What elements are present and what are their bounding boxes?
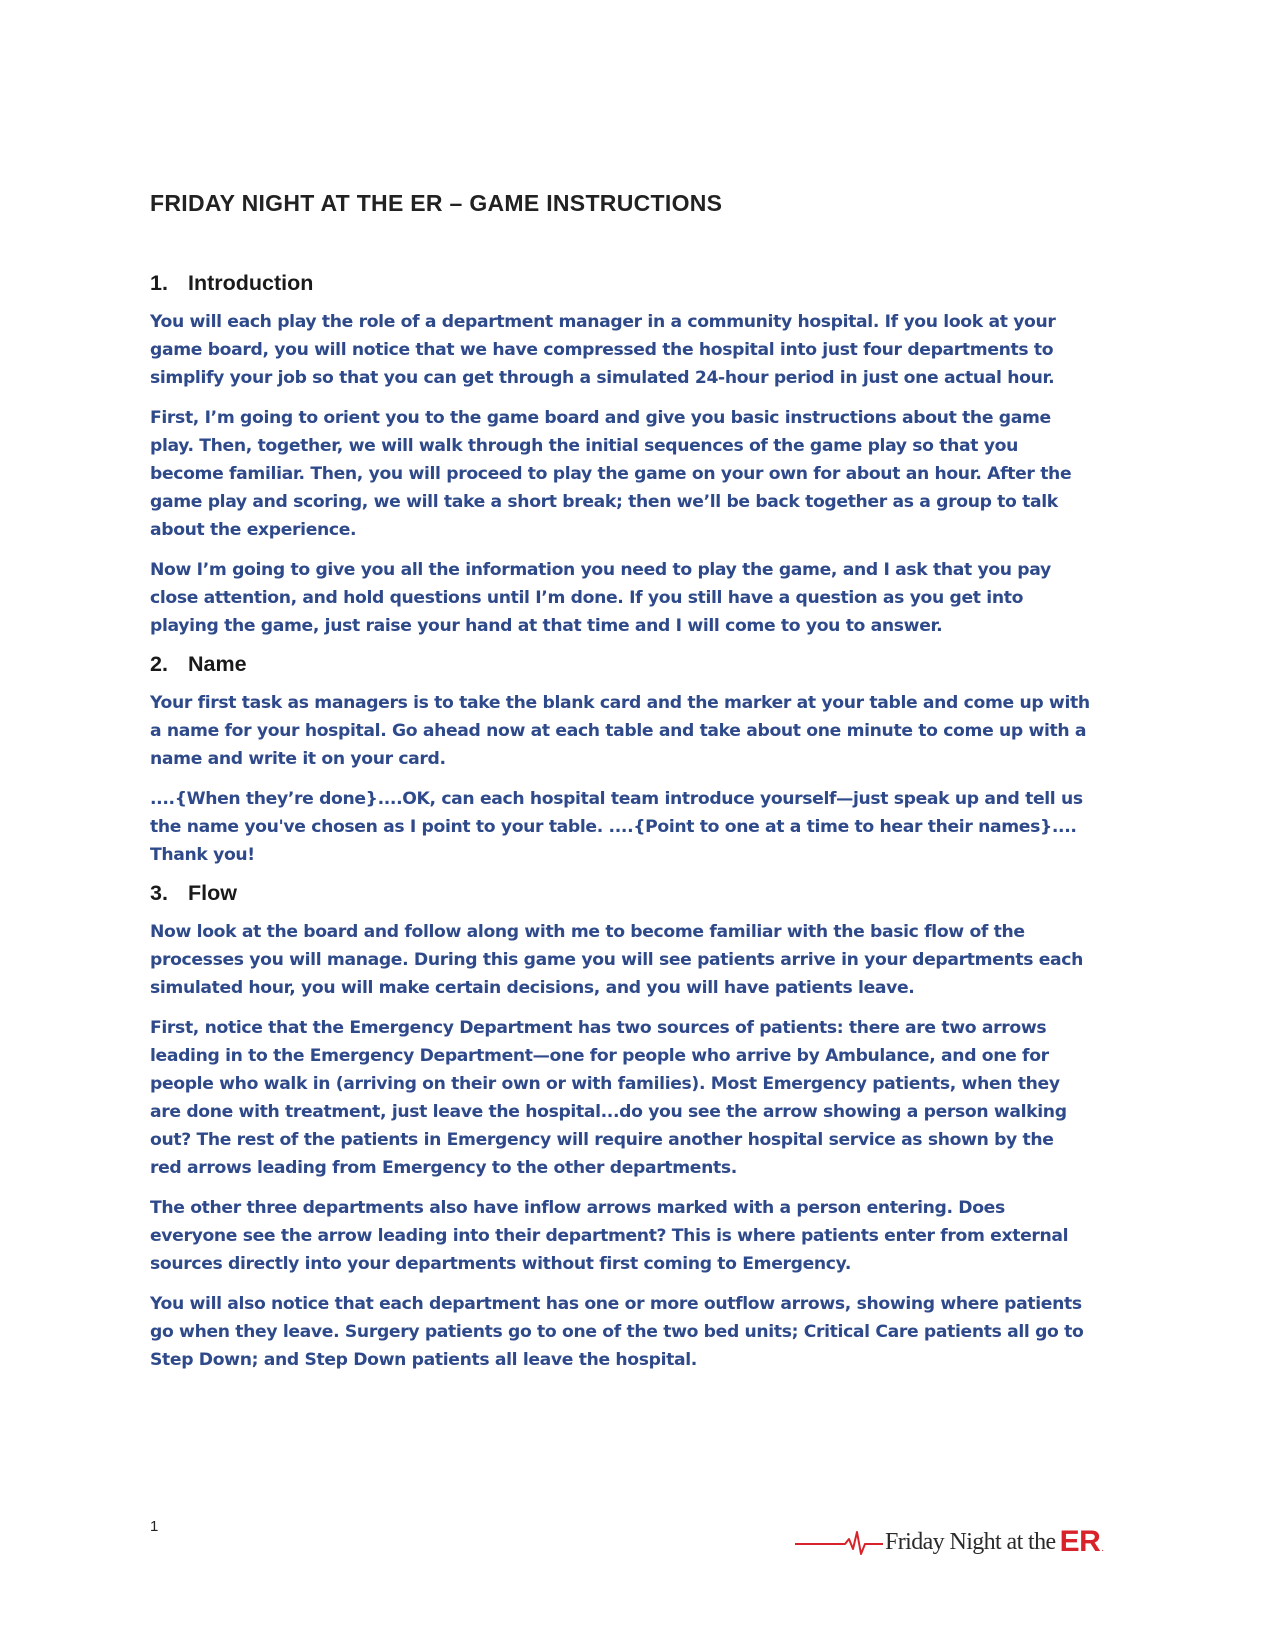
- heartbeat-line-icon: [795, 1522, 883, 1562]
- paragraph: Your first task as managers is to take the blank card and the marker at your table and come up with a name for your hospital. Go ahead now at each table and take about one minute to come up with a name and write it on your card.: [150, 693, 1090, 769]
- section-number: 1.: [150, 271, 168, 295]
- section-title: Flow: [188, 881, 237, 905]
- section-heading: [150, 652, 1090, 677]
- section-heading: [150, 271, 1090, 296]
- logo-text: Friday Night at the: [885, 1528, 1056, 1555]
- section-name: [150, 652, 1090, 869]
- section-number: 2.: [150, 652, 168, 676]
- friday-night-er-logo: [795, 1522, 1115, 1562]
- section-flow: [150, 881, 1090, 1374]
- section-title: Introduction: [188, 271, 314, 295]
- paragraph: First, I’m going to orient you to the game board and give you basic instructions about the game play. Then, together, we will walk through the initial sequences of the game play so that you become familiar. Then, you will proceed to play the game on your own for about an hour. After the game play and scoring, we will take a short break; then we’ll be back together as a group to talk about the experience.: [150, 408, 1072, 540]
- paragraph: You will each play the role of a department manager in a community hospital. If you look at your game board, you will notice that we have compressed the hospital into just four departments to simplify your job so that you can get through a simulated 24-hour period in just one actual hour.: [150, 312, 1056, 388]
- page-number: 1: [150, 1518, 159, 1535]
- logo-er: ER: [1059, 1525, 1101, 1558]
- paragraph: The other three departments also have inflow arrows marked with a person entering. Does everyone see the arrow leading into their department? This is where patients enter from external sources directly into your departments without first coming to Emergency.: [150, 1198, 1069, 1274]
- paragraph: You will also notice that each department has one or more outflow arrows, showing where patients go when they leave. Surgery patients go to one of the two bed units; Critical Care patients all go to Step Down; and Step Down patients all leave the hospital.: [150, 1294, 1084, 1370]
- paragraph: Now I’m going to give you all the information you need to play the game, and I ask that you pay close attention, and hold questions until I’m done. If you still have a question as you get into playing the game, just raise your hand at that time and I will come to you to answer.: [150, 560, 1051, 636]
- paragraph: Now look at the board and follow along with me to become familiar with the basic flow of the processes you will manage. During this game you will see patients arrive in your departments each simulated hour, you will make certain decisions, and you will have patients leave.: [150, 922, 1083, 998]
- logo-dot: .: [1101, 1543, 1105, 1554]
- section-heading: [150, 881, 1090, 906]
- document-content: [150, 190, 1090, 1386]
- section-title: Name: [188, 652, 247, 676]
- paragraph: ....{When they’re done}....OK, can each hospital team introduce yourself—just speak up and tell us the name you've chosen as I point to your table. ....{Point to one at a time to hear their names}.... Thank you!: [150, 789, 1083, 865]
- section-number: 3.: [150, 881, 168, 905]
- paragraph: First, notice that the Emergency Department has two sources of patients: there are two arrows leading in to the Emergency Department—one for people who arrive by Ambulance, and one for people who walk in (arriving on their own or with families). Most Emergency patients, when they are done with treatment, just leave the hospital...do you see the arrow showing a person walking out? The rest of the patients in Emergency will require another hospital service as shown by the red arrows leading from Emergency to the other departments.: [150, 1018, 1067, 1178]
- section-introduction: [150, 271, 1090, 640]
- document-title: FRIDAY NIGHT AT THE ER – GAME INSTRUCTIONS: [150, 190, 723, 216]
